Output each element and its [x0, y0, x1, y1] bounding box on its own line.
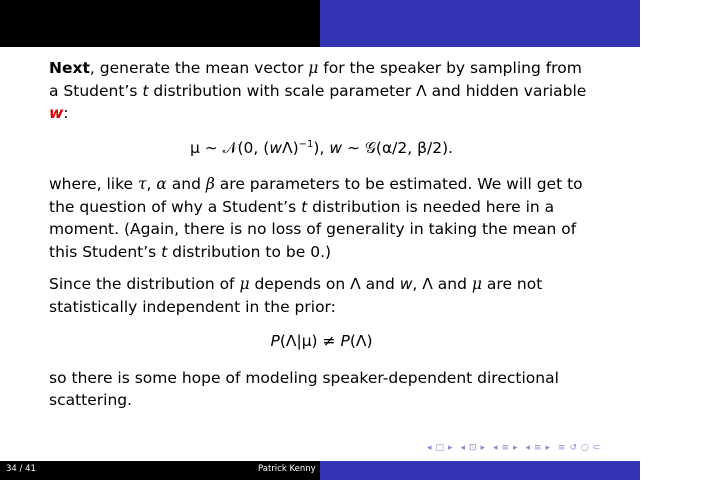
- footer-title: Bayesian Speaker Verification: [656, 464, 704, 494]
- paragraph-parameters: [49, 173, 594, 263]
- math-mu: μ: [239, 275, 250, 293]
- nav-doc-prev-icon[interactable]: ◂: [525, 443, 531, 453]
- eq-part: ),: [313, 138, 330, 157]
- eq-p: P: [340, 332, 350, 350]
- eq-part: (Λ|μ) ≠: [279, 332, 341, 350]
- math-t: t: [161, 242, 168, 261]
- text: :: [63, 104, 69, 122]
- equation-prior: [49, 137, 594, 160]
- nav-frame-prev-icon[interactable]: ◂: [427, 443, 433, 453]
- text: distribution to be 0.): [167, 242, 332, 261]
- text: distribution with scale parameter Λ and hidden variable: [148, 81, 587, 100]
- eq-w: w: [269, 138, 283, 157]
- eq-part: μ ∼ 𝒩(0, (: [189, 138, 270, 157]
- header-right-panel: [320, 0, 640, 47]
- math-mu: μ: [471, 275, 482, 293]
- page-number: 34 / 41: [6, 464, 36, 474]
- nav-section-next-icon[interactable]: ▸: [513, 443, 519, 453]
- footer-author: Patrick Kenny: [258, 464, 316, 474]
- hidden-variable-w: w: [49, 104, 64, 122]
- nav-search-icon[interactable]: ○: [581, 443, 590, 453]
- eq-w: w: [329, 138, 343, 157]
- nav-doc-icon[interactable]: ≡: [533, 443, 543, 453]
- eq-part: ∼ 𝒢(α/2, β/2).: [342, 138, 454, 157]
- eq-p: P: [270, 332, 280, 350]
- text: are not statistically independent in the prior:: [49, 275, 543, 316]
- math-mu: μ: [308, 59, 319, 77]
- footer-left-panel: [0, 461, 320, 480]
- equation-inequality: [49, 330, 594, 353]
- text: , Λ and: [412, 275, 472, 293]
- text: and: [166, 175, 206, 193]
- text: for the speaker by sampling from a Student’s: [49, 59, 582, 100]
- nav-subsection-icon[interactable]: ⊡: [468, 443, 478, 453]
- math-t: t: [301, 197, 308, 216]
- eq-part: (Λ): [349, 332, 373, 350]
- beamer-navigation-symbols: [427, 443, 637, 455]
- header-bar: [0, 0, 640, 47]
- math-w: w: [399, 275, 413, 293]
- nav-appendix-icon[interactable]: ≡: [557, 443, 567, 453]
- footer-right-panel: [320, 461, 704, 494]
- text: where, like: [49, 175, 138, 193]
- nav-section-icon[interactable]: ≡: [501, 443, 511, 453]
- nav-frame-icon[interactable]: □: [435, 443, 446, 453]
- nav-subsection-prev-icon[interactable]: ◂: [460, 443, 466, 453]
- math-t: t: [142, 81, 149, 100]
- slide-content: [49, 57, 594, 422]
- nav-doc-next-icon[interactable]: ▸: [545, 443, 552, 453]
- eq-superscript: −1: [298, 138, 314, 150]
- math-alpha: α: [156, 175, 167, 193]
- text: are parameters to be estimated. We will get to the question of why a Student’s: [49, 175, 583, 216]
- paragraph-dependence: [49, 273, 594, 318]
- text: Since the distribution of: [49, 275, 240, 293]
- nav-frame-next-icon[interactable]: ▸: [448, 443, 454, 453]
- text: distribution is needed here in a moment. (Again, there is no loss of generality in taking the mean of this Student’s: [49, 197, 577, 261]
- text: ,: [146, 175, 157, 193]
- nav-search-handle-icon[interactable]: ⊂: [592, 443, 602, 453]
- header-left-panel: [0, 0, 320, 47]
- nav-subsection-next-icon[interactable]: ▸: [480, 443, 487, 453]
- lead-word: Next: [49, 59, 90, 77]
- footer-bar: [0, 461, 704, 494]
- nav-back-icon[interactable]: ↺: [569, 443, 578, 453]
- text: , generate the mean vector: [89, 59, 309, 77]
- math-beta: β: [205, 175, 215, 193]
- nav-section-prev-icon[interactable]: ◂: [492, 443, 499, 453]
- paragraph-conclusion: so there is some hope of modeling speaker-dependent directional scattering.: [49, 368, 559, 409]
- eq-part: Λ): [282, 138, 299, 157]
- text: depends on Λ and: [249, 275, 400, 293]
- math-tau: τ: [137, 175, 147, 193]
- paragraph-generate-mean: [49, 57, 594, 125]
